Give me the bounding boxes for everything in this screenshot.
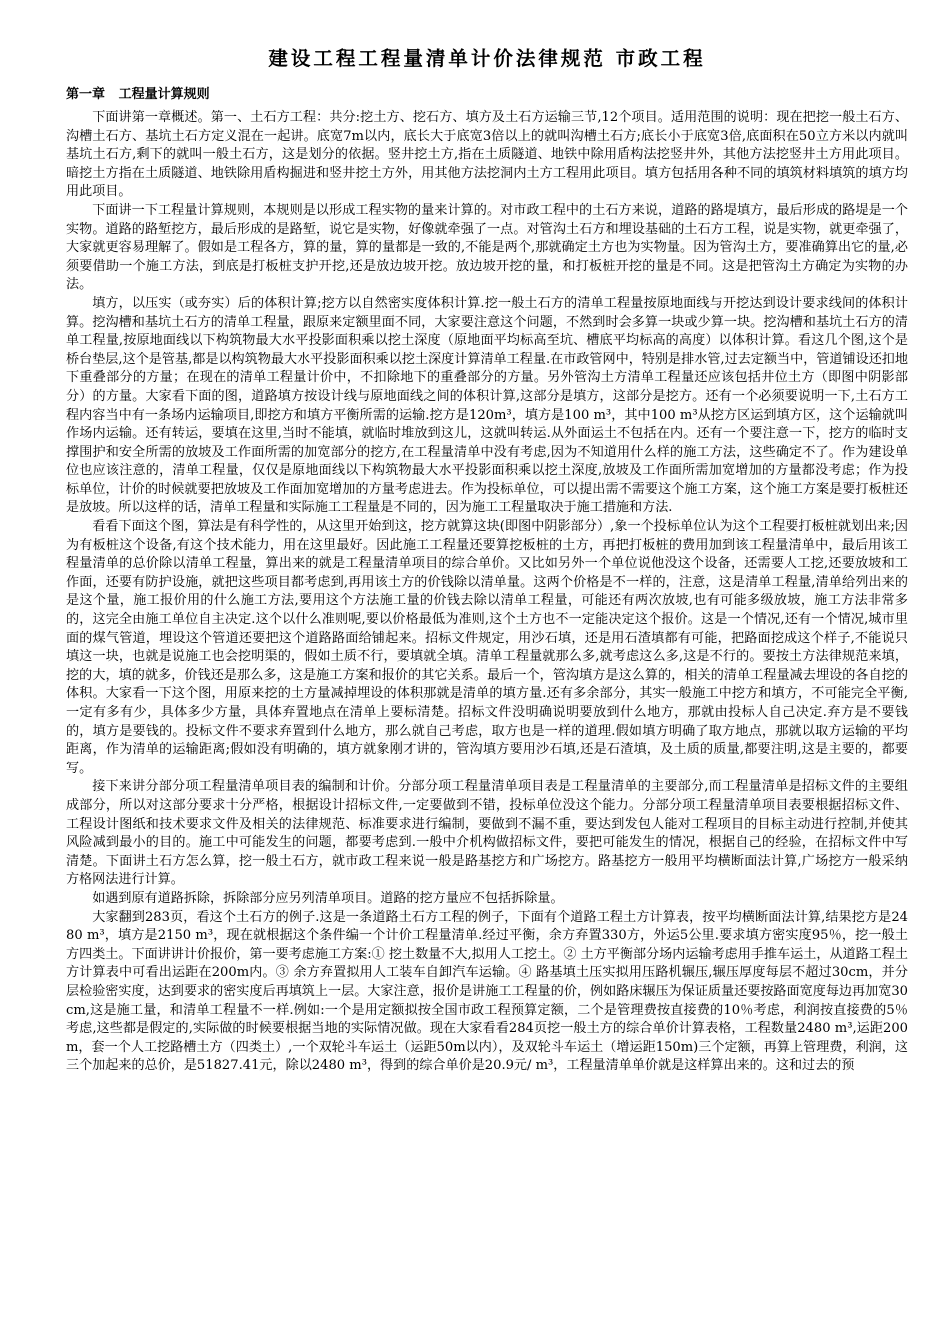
- paragraph: 下面讲一下工程量计算规则，本规则是以形成工程实物的量来计算的。对市政工程中的土石方来说，道路的路堤填方，最后形成的路堤是一个实物。道路的路堑挖方，最后形成的是路堑，说它是实物，好像就牵强了一点。对管沟土石方和埋设基础的土石方工程，说是实物，就更牵强了，大家就更容易理解了。假如是工程各方，算的量，算的量都是一致的,不能是两个,那就确定土方也为实物量。因为管沟土方，要准确算出它的量,必须要借助一个施工方法，到底是打板桩支护开挖,还是放边坡开挖。放边坡开挖的量，和打板桩开挖的量是不同。这是把管沟土方确定为实物的办法。: [66, 202, 908, 293]
- paragraph: 接下来讲分部分项工程量清单项目表的编制和计价。分部分项工程量清单项目表是工程量清单的主要部分,而工程量清单是招标文件的主要组成部分，所以对这部分要求十分严格，根据设计招标文件,一定要做到不错，投标单位没这个能力。分部分项工程量清单项目表要根据招标文件、工程设计图纸和技术要求文件及相关的法律规范、标准要求进行编制，要做到不漏不重，要达到发包人能对工程项目的目标主动进行控制,并使其风险减到最小的目的。施工中可能发生的问题，都要考虑到.一般中介机构做招标文件，要把可能发生的情况，根据自己的经验，在招标文件中写清楚。下面讲土石方怎么算，挖一般土石方，就市政工程来说一般是路基挖方和广场挖方。路基挖方一般用平均横断面法计算,广场挖方一般采纳方格网法进行计算。: [66, 779, 908, 888]
- paragraph: 大家翻到283页，看这个土石方的例子.这是一条道路土石方工程的例子，下面有个道路工程土方计算表，按平均横断面法计算,结果挖方是2480 m³，填方是2150 m³，现在就根据这个条件编一个计价工程量清单.经过平衡，余方弃置330方，外运5公里.要求填方密实度95％，挖一般土方四类土。下面讲讲计价报价，第一要考虑施工方案:① 挖土数量不大,拟用人工挖土。② 土方平衡部分场内运输考虑用手推车运土，从道路工程土方计算表中可看出运距在200m内。③ 余方弃置拟用人工装车自卸汽车运输。④ 路基填土压实拟用压路机辗压,辗压厚度每层不超过30cm，并分层检验密实度，达到要求的密实度后再填筑上一层。大家注意，报价是讲施工工程量的价，例如路床辗压为保证质量还要按路面宽度每边再加宽30cm,这是施工量，和清单工程量不一样.例如:一个是用定额拟按全国市政工程预算定额，二个是管理费按直接费的10％考虑，利润按直接费的5％考虑,这些都是假定的,实际做的时候要根据当地的实际情况做。现在大家看看284页挖一般土方的综合单价计算表格，工程数量2480 m³,运距200m，套一个人工挖路槽土方（四类土）,一个双轮斗车运土（运距50m以内），及双轮斗车运土（增运距150m)三个定额，再算上管理费，利润，这三个加起来的总价，是51827.41元，除以2480 m³，得到的综合单价是20.9元/ m³，工程量清单单价就是这样算出来的。这和过去的预: [66, 909, 908, 1074]
- paragraph: 填方，以压实（或夯实）后的体积计算;挖方以自然密实度体积计算.挖一般土石方的清单工程量按原地面线与开挖达到设计要求线间的体积计算。挖沟槽和基坑土石方的清单工程量，跟原来定额里面不同，大家要注意这个问题，不然到时会多算一块或少算一块。挖沟槽和基坑土石方的清单工程量,按原地面线以下构筑物最大水平投影面积乘以挖土深度（原地面平均标高至坑、槽底平均标高的高度）以体积计算。看这几个图,这个是桥台垫层,这个是管基,都是以构筑物最大水平投影面积乘以挖土深度计算清单工程量.在市政管网中，特别是排水管,过去定额当中，管道铺设还扣地下重叠部分的方量；在现在的清单工程量计价中，不扣除地下的重叠部分的方量。另外管沟土方清单工程量还应该包括井位土方（即图中阴影部分）的方量。大家看下面的图，道路填方按设计线与原地面线之间的体积计算,这部分是填方，这部分是挖方。还有一个必须要说明一下,土石方工程内容当中有一条场内运输项目,即挖方和填方平衡所需的运输.挖方是120m³，填方是100 m³，其中100 m³从挖方区运到填方区，这个运输就叫作场内运输。还有转运，要填在这里,当时不能填，就临时堆放到这儿，这就叫转运.从外面运土不包括在内。还有一个要注意一下，挖方的临时支撑围护和安全所需的放坡及工作面所需的加宽部分的挖方,在工程量清单中没有考虑,因为不知道用什么样的施工方法，这些确定不了。作为建设单位也应该注意的，清单工程量，仅仅是原地面线以下构筑物最大水平投影面积乘以挖土深度,放坡及工作面所需加宽增加的方量都没考虑；作为投标单位，计价的时候就要把放坡及工作面加宽增加的方量考虑进去。作为投标单位，可以提出需不需要这个施工方案，这个施工方案是要打板桩还是放坡。所以这样的话，清单工程量和实际施工工程量是不同的，因为施工工程量取决于施工措施和方法.: [66, 295, 908, 516]
- paragraph: 如遇到原有道路拆除，拆除部分应另列清单项目。道路的挖方量应不包括拆除量。: [92, 890, 564, 906]
- paragraph: 下面讲第一章概述。第一、土石方工程：共分:挖土方、挖石方、填方及土石方运输三节,12个项目。适用范围的说明：现在把挖一般土石方、沟槽土石方、基坑土石方定义混在一起讲。底宽7m以内，底长大于底宽3倍以上的就叫沟槽土石方;底长小于底宽3倍,底面积在50立方米以内就叫基坑土石方,剩下的就叫一般土石方，这是划分的依据。竖井挖土方,指在土质隧道、地铁中除用盾构法挖竖井外，其他方法挖竖井土方用此项目。暗挖土方指在土质隧道、地铁除用盾构掘进和竖井挖土方外，用其他方法挖洞内土方工程用此项目。填方包括用各种不同的填筑材料填筑的填方均用此项目。: [66, 110, 908, 200]
- body-text: [66, 109, 908, 1076]
- document-title: 建设工程工程量清单计价法律规范 市政工程: [268, 47, 706, 70]
- chapter-heading: 第一章 工程量计算规则: [66, 87, 210, 102]
- paragraph: 看看下面这个图，算法是有科学性的，从这里开始到这，挖方就算这块(即图中阴影部分）,象一个投标单位认为这个工程要打板桩就划出来;因为有板桩这个设备,有这个技术能力，用在这里最好。因此施工工程量还要算挖板桩的土方，再把打板桩的费用加到该工程量清单中，最后用该工程量清单的总价除以清单工程量，算出来的就是工程量清单项目的综合单价。又比如另外一个单位说他没这个设备，还需要人工挖,还要放坡和工作面，还要有防护设施，就把这些项目都考虑到,再用该土方的价钱除以清单量。这两个价格是不一样的，注意，这是清单工程量,清单给列出来的是这个量，施工报价用的什么施工方法,要用这个方法施工量的价钱去除以清单工程量，可能还有两次放坡,也有可能多级放坡，施工方法非常多的，这完全由施工单位自主决定.这个以什么准则呢,要以价格最低为准则,这个土方也不一定能决定这个报价。这是一个情况,还有一个情况,城市里面的煤气管道，埋设这个管道还要把这个道路路面给铺起来。招标文件规定，用沙石填，还是用石渣填都有可能，把路面挖成这个样子,不能说只填这一块，也就是说施工也会挖明渠的，假如土质不行，要填就全填。清单工程量就那么多,就考虑这么多,这是不行的。要按土方法律规范来填，挖的大，填的就多，价钱还是那么多，这是施工方案和报价的其它关系。最后一个，管沟填方是这么算的，相关的清单工程量减去埋设的各自挖的体积。大家看一下这个图，用原来挖的土方量减掉埋设的体积那就是清单的填方量.还有多余部分，其实一般施工中挖方和填方，不可能完全平衡,一定有多有少，具体多少方量，具体弃置地点在清单上要标清楚。招标文件没明确说明要放到什么地方，那就由投标人自己决定.弃方是不要钱的，填方是要钱的。投标文件不要求弃置到什么地方，那么就自己考虑，取方也是一样的道理.假如填方明确了取方地点，那就以取方运输的平均距离，作为清单的运输距离;假如没有明确的，填方就象刚才讲的，管沟填方要用沙石填,还是石渣填，及土质的质量,都要注明,这是主要的，都要写。: [66, 519, 908, 776]
